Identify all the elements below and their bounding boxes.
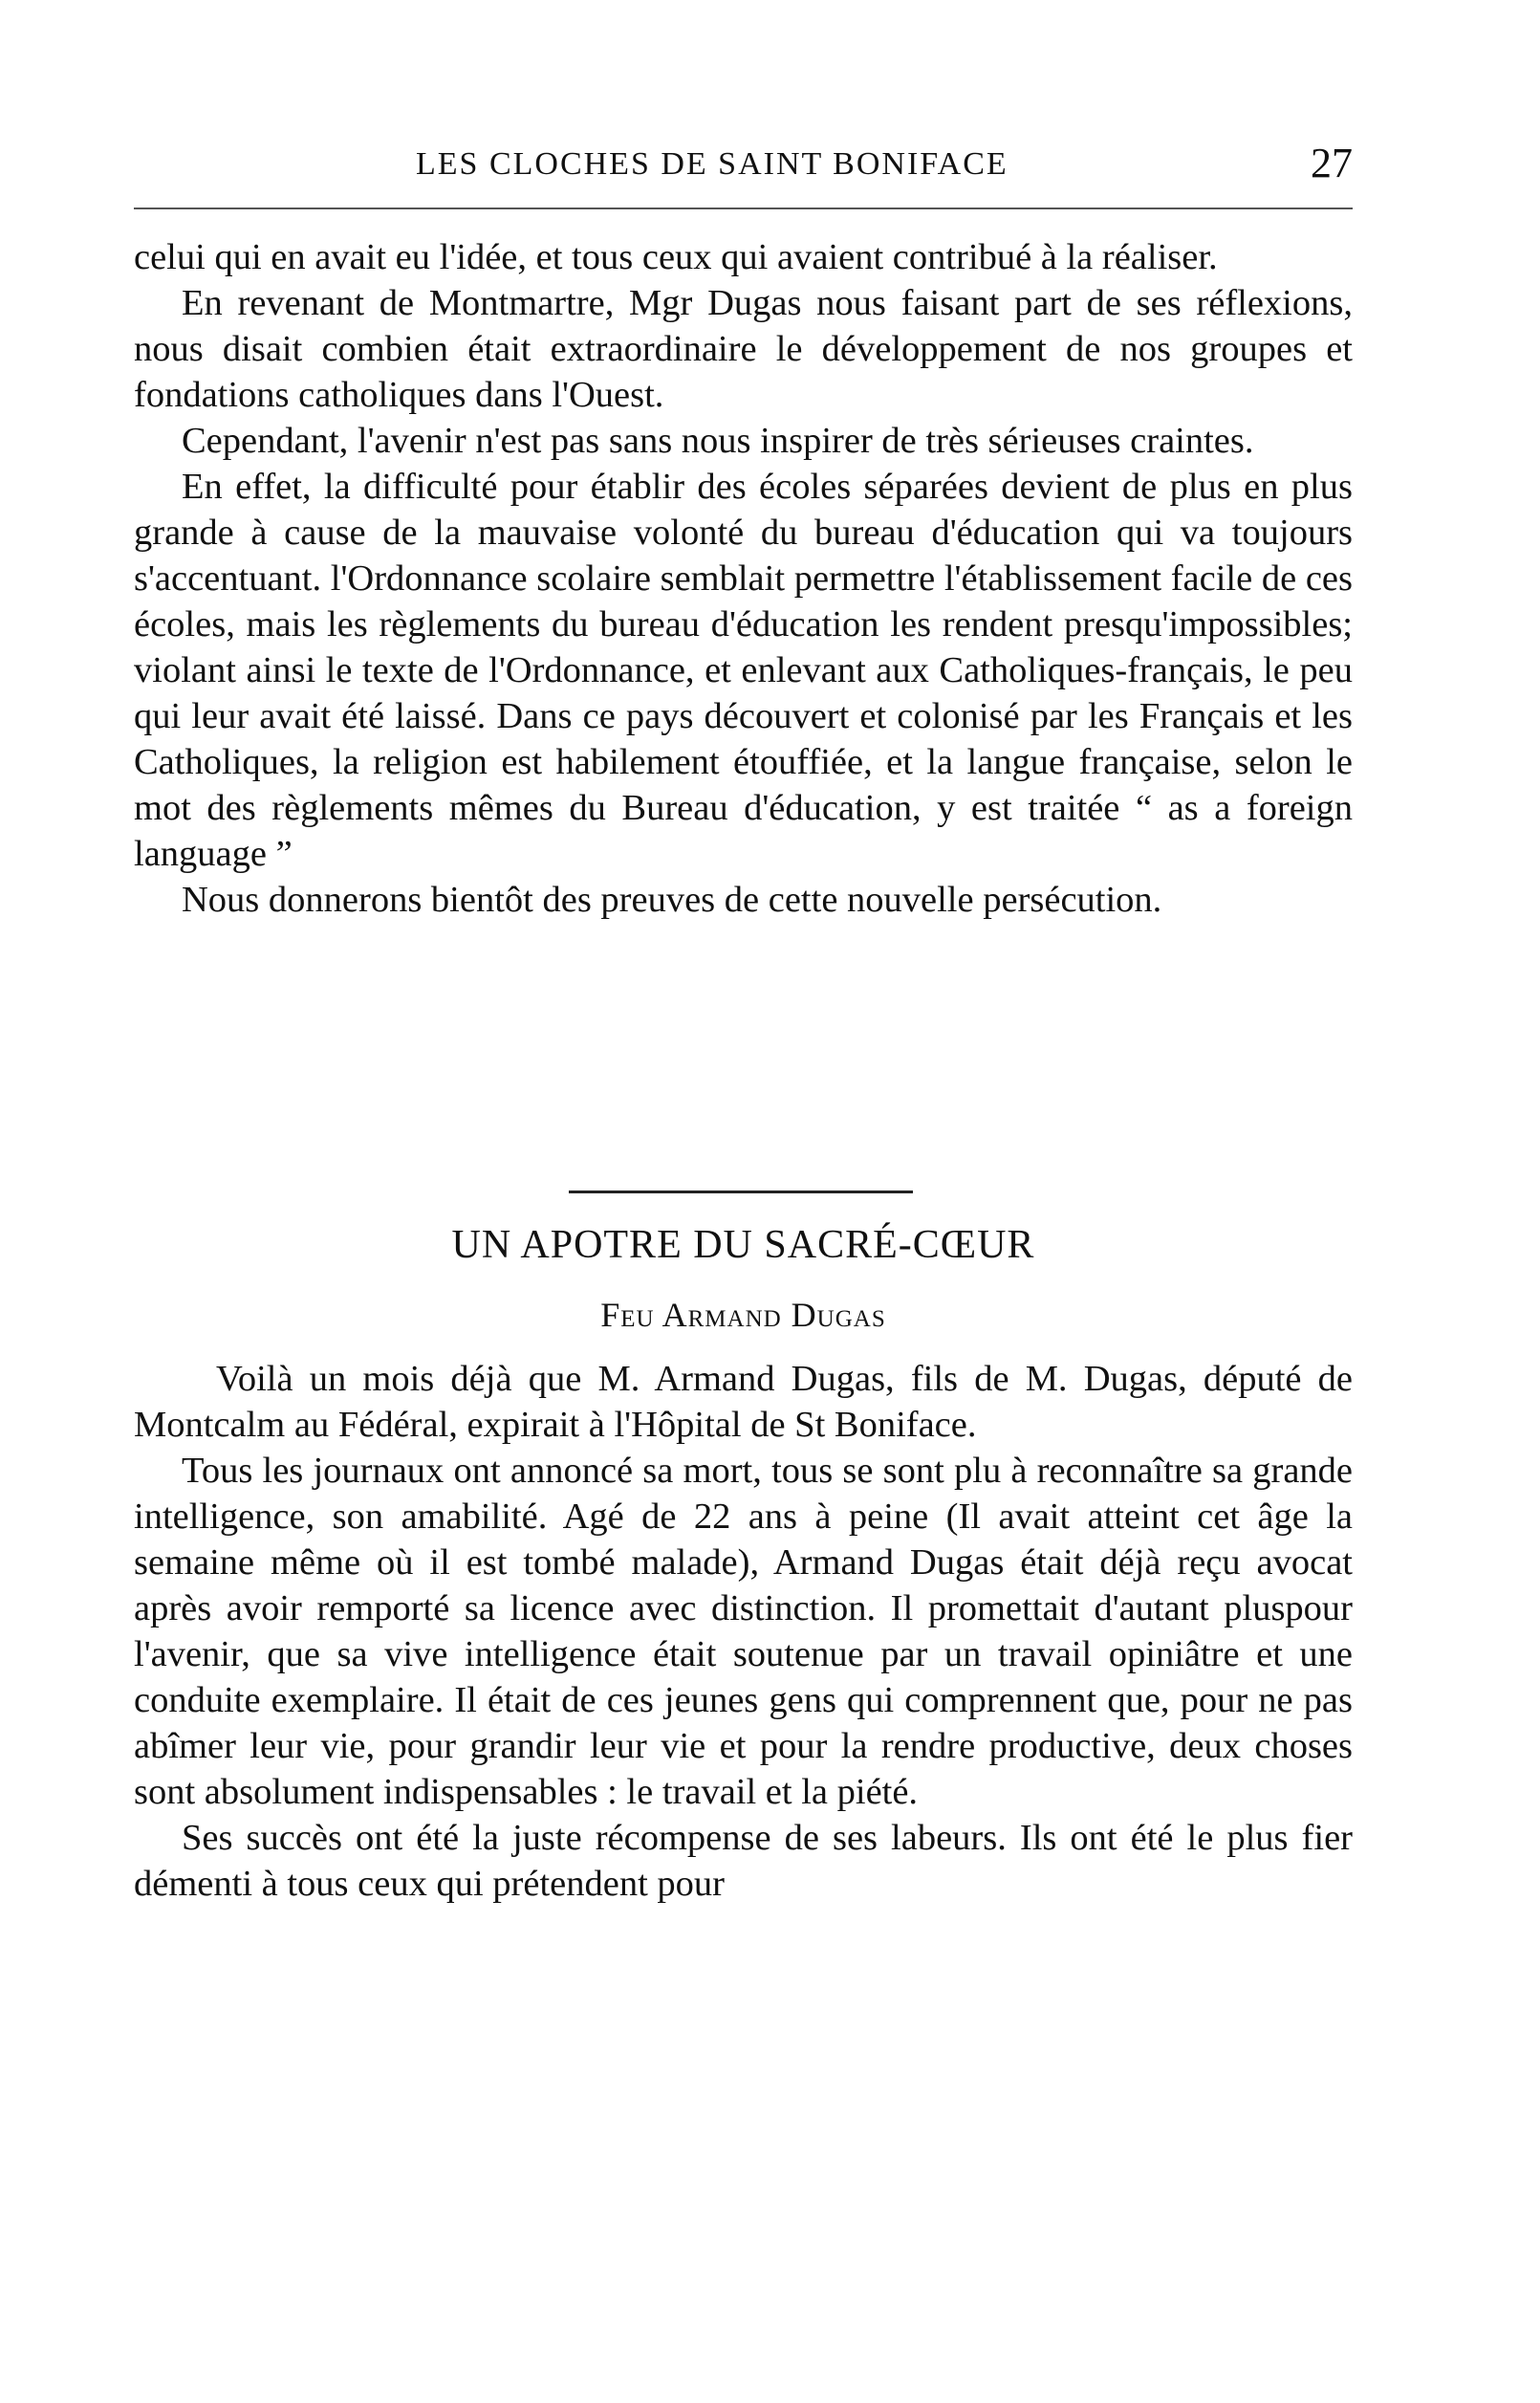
article-subtitle: Feu Armand Dugas bbox=[600, 1296, 886, 1334]
article-title: UN APOTRE DU SACRÉ-CŒUR bbox=[451, 1223, 1035, 1267]
paragraph: En effet, la difficulté pour établir des écoles séparées devient de plus en plus grande à cause de la mauvaise volonté du bureau d'éducation qui va toujours s'accentuant. l'Ordonnance scolaire semblait permettre l'établissement facile de ces écoles, mais les règlements du bureau d'éducation les rendent presqu'impossibles; violant ainsi le texte de l'Ordonnance, et enlevant aux Catholiques-français, le peu qui leur avait été laissé. Dans ce pays découvert et colonisé par les Français et les Catholiques, la religion est habilement étouffiée, et la langue française, selon le mot des règlements mêmes du Bureau d'éducation, y est traitée “ as a foreign language ” bbox=[134, 467, 1353, 874]
running-title: LES CLOCHES DE SAINT BONIFACE bbox=[416, 146, 1009, 182]
book-page bbox=[134, 0, 1353, 2403]
paragraph: En revenant de Montmartre, Mgr Dugas nous faisant part de ses réflexions, nous disait combien était extraordinaire le développement de nos groupes et fondations catholiques dans l'Ouest. bbox=[134, 283, 1353, 415]
page-number: 27 bbox=[1311, 140, 1353, 186]
paragraph: celui qui en avait eu l'idée, et tous ceux qui avaient contribué à la réaliser. bbox=[134, 237, 1218, 277]
article-body bbox=[134, 1356, 1353, 1907]
paragraph: Voilà un mois déjà que M. Armand Dugas, fils de M. Dugas, député de Montcalm au Fédéral, expirait à l'Hôpital de St Boniface. bbox=[134, 1359, 1353, 1445]
paragraph: Nous donnerons bientôt des preuves de cette nouvelle persécution. bbox=[182, 880, 1162, 920]
paragraph: Cependant, l'avenir n'est pas sans nous inspirer de très sérieuses craintes. bbox=[182, 421, 1254, 461]
header-rule bbox=[134, 208, 1353, 209]
section-divider bbox=[569, 1191, 913, 1193]
running-head bbox=[134, 140, 1353, 201]
paragraph: Tous les journaux ont annoncé sa mort, tous se sont plu à reconnaître sa grande intelligence, son amabilité. Agé de 22 ans à peine (Il avait atteint cet âge la semaine même où il est tombé malade), Armand Dugas était déjà reçu avocat après avoir remporté sa licence avec distinction. Il promettait d'autant pluspour l'avenir, que sa vive intelligence était soutenue par un travail opiniâtre et une conduite exemplaire. Il était de ces jeunes gens qui comprennent que, pour ne pas abîmer leur vie, pour grandir leur vie et pour la rendre productive, deux choses sont absolument indispensables : le travail et la piété. bbox=[134, 1451, 1353, 1812]
continued-text bbox=[134, 234, 1353, 923]
paragraph: Ses succès ont été la juste récompense de ses labeurs. Ils ont été le plus fier démenti à tous ceux qui prétendent pour bbox=[134, 1818, 1353, 1904]
